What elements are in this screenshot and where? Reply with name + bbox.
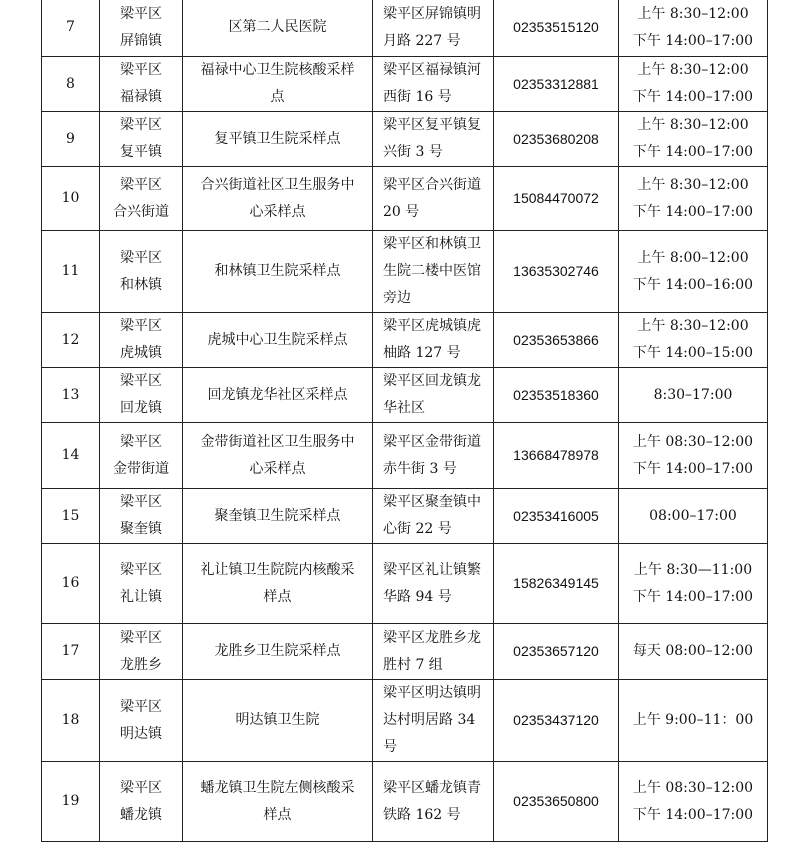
address-cell: 梁平区礼让镇繁 华路 94 号 bbox=[373, 544, 494, 624]
phone-cell: 13635302746 bbox=[494, 231, 619, 313]
district-cell: 梁平区 复平镇 bbox=[100, 112, 183, 167]
row-number: 18 bbox=[42, 680, 100, 762]
district-cell: 梁平区 礼让镇 bbox=[100, 544, 183, 624]
sampling-site-cell: 虎城中心卫生院采样点 bbox=[183, 313, 373, 368]
sampling-site-cell: 复平镇卫生院采样点 bbox=[183, 112, 373, 167]
table-row bbox=[42, 489, 768, 544]
hours-cell: 上午 8:30–12:00 下午 14:00–17:00 bbox=[619, 57, 768, 112]
address-cell: 梁平区福禄镇河 西街 16 号 bbox=[373, 57, 494, 112]
sampling-site-cell: 福禄中心卫生院核酸采样 点 bbox=[183, 57, 373, 112]
hours-cell: 上午 8:30–12:00 下午 14:00–17:00 bbox=[619, 0, 768, 57]
row-number: 12 bbox=[42, 313, 100, 368]
address-cell: 梁平区金带街道 赤牛街 3 号 bbox=[373, 423, 494, 489]
row-number: 19 bbox=[42, 762, 100, 842]
district-cell: 梁平区 虎城镇 bbox=[100, 313, 183, 368]
sampling-site-cell: 和林镇卫生院采样点 bbox=[183, 231, 373, 313]
hours-cell: 上午 8:30—11:00 下午 14:00–17:00 bbox=[619, 544, 768, 624]
sampling-site-cell: 金带街道社区卫生服务中 心采样点 bbox=[183, 423, 373, 489]
district-cell: 梁平区 聚奎镇 bbox=[100, 489, 183, 544]
address-cell: 梁平区聚奎镇中 心街 22 号 bbox=[373, 489, 494, 544]
hours-cell: 8:30–17:00 bbox=[619, 368, 768, 423]
hours-cell: 08:00–17:00 bbox=[619, 489, 768, 544]
hours-cell: 上午 08:30–12:00 下午 14:00–17:00 bbox=[619, 423, 768, 489]
hours-cell: 上午 08:30–12:00 下午 14:00–17:00 bbox=[619, 762, 768, 842]
hours-cell: 上午 9:00–11：00 bbox=[619, 680, 768, 762]
sampling-site-cell: 区第二人民医院 bbox=[183, 0, 373, 57]
sampling-site-cell: 明达镇卫生院 bbox=[183, 680, 373, 762]
address-cell: 梁平区复平镇复 兴街 3 号 bbox=[373, 112, 494, 167]
table-row bbox=[42, 0, 768, 57]
sampling-site-cell: 蟠龙镇卫生院左侧核酸采 样点 bbox=[183, 762, 373, 842]
address-cell: 梁平区回龙镇龙 华社区 bbox=[373, 368, 494, 423]
row-number: 10 bbox=[42, 167, 100, 231]
address-cell: 梁平区屏锦镇明 月路 227 号 bbox=[373, 0, 494, 57]
district-cell: 梁平区 明达镇 bbox=[100, 680, 183, 762]
table-row bbox=[42, 368, 768, 423]
sampling-site-cell: 龙胜乡卫生院采样点 bbox=[183, 624, 373, 680]
hours-cell: 上午 8:30–12:00 下午 14:00–17:00 bbox=[619, 112, 768, 167]
phone-cell: 13668478978 bbox=[494, 423, 619, 489]
district-cell: 梁平区 福禄镇 bbox=[100, 57, 183, 112]
district-cell: 梁平区 回龙镇 bbox=[100, 368, 183, 423]
address-cell: 梁平区合兴街道 20 号 bbox=[373, 167, 494, 231]
address-cell: 梁平区蟠龙镇青 铁路 162 号 bbox=[373, 762, 494, 842]
table-row bbox=[42, 167, 768, 231]
phone-cell: 02353657120 bbox=[494, 624, 619, 680]
sampling-site-cell: 回龙镇龙华社区采样点 bbox=[183, 368, 373, 423]
address-cell: 梁平区龙胜乡龙 胜村 7 组 bbox=[373, 624, 494, 680]
address-cell: 梁平区虎城镇虎 柚路 127 号 bbox=[373, 313, 494, 368]
district-cell: 梁平区 蟠龙镇 bbox=[100, 762, 183, 842]
phone-cell: 02353653866 bbox=[494, 313, 619, 368]
sampling-sites-table bbox=[41, 0, 768, 842]
district-cell: 梁平区 金带街道 bbox=[100, 423, 183, 489]
phone-cell: 02353518360 bbox=[494, 368, 619, 423]
row-number: 15 bbox=[42, 489, 100, 544]
hours-cell: 每天 08:00–12:00 bbox=[619, 624, 768, 680]
row-number: 14 bbox=[42, 423, 100, 489]
sampling-site-cell: 合兴街道社区卫生服务中 心采样点 bbox=[183, 167, 373, 231]
row-number: 13 bbox=[42, 368, 100, 423]
row-number: 8 bbox=[42, 57, 100, 112]
phone-cell: 02353416005 bbox=[494, 489, 619, 544]
phone-cell: 02353680208 bbox=[494, 112, 619, 167]
hours-cell: 上午 8:00–12:00 下午 14:00–16:00 bbox=[619, 231, 768, 313]
sampling-site-cell: 礼让镇卫生院院内核酸采 样点 bbox=[183, 544, 373, 624]
table-row bbox=[42, 680, 768, 762]
district-cell: 梁平区 龙胜乡 bbox=[100, 624, 183, 680]
phone-cell: 15084470072 bbox=[494, 167, 619, 231]
phone-cell: 02353312881 bbox=[494, 57, 619, 112]
table-row bbox=[42, 544, 768, 624]
row-number: 9 bbox=[42, 112, 100, 167]
table-row bbox=[42, 57, 768, 112]
row-number: 16 bbox=[42, 544, 100, 624]
table-row bbox=[42, 231, 768, 313]
table-row bbox=[42, 624, 768, 680]
address-cell: 梁平区明达镇明 达村明居路 34 号 bbox=[373, 680, 494, 762]
district-cell: 梁平区 合兴街道 bbox=[100, 167, 183, 231]
row-number: 17 bbox=[42, 624, 100, 680]
address-cell: 梁平区和林镇卫 生院二楼中医馆 旁边 bbox=[373, 231, 494, 313]
district-cell: 梁平区 屏锦镇 bbox=[100, 0, 183, 57]
district-cell: 梁平区 和林镇 bbox=[100, 231, 183, 313]
table-row bbox=[42, 112, 768, 167]
sampling-site-cell: 聚奎镇卫生院采样点 bbox=[183, 489, 373, 544]
table-row bbox=[42, 313, 768, 368]
phone-cell: 02353437120 bbox=[494, 680, 619, 762]
table-row bbox=[42, 423, 768, 489]
hours-cell: 上午 8:30–12:00 下午 14:00–17:00 bbox=[619, 167, 768, 231]
phone-cell: 02353515120 bbox=[494, 0, 619, 57]
table-row bbox=[42, 762, 768, 842]
phone-cell: 15826349145 bbox=[494, 544, 619, 624]
hours-cell: 上午 8:30–12:00 下午 14:00–15:00 bbox=[619, 313, 768, 368]
phone-cell: 02353650800 bbox=[494, 762, 619, 842]
table-body bbox=[42, 0, 768, 842]
row-number: 7 bbox=[42, 0, 100, 57]
row-number: 11 bbox=[42, 231, 100, 313]
